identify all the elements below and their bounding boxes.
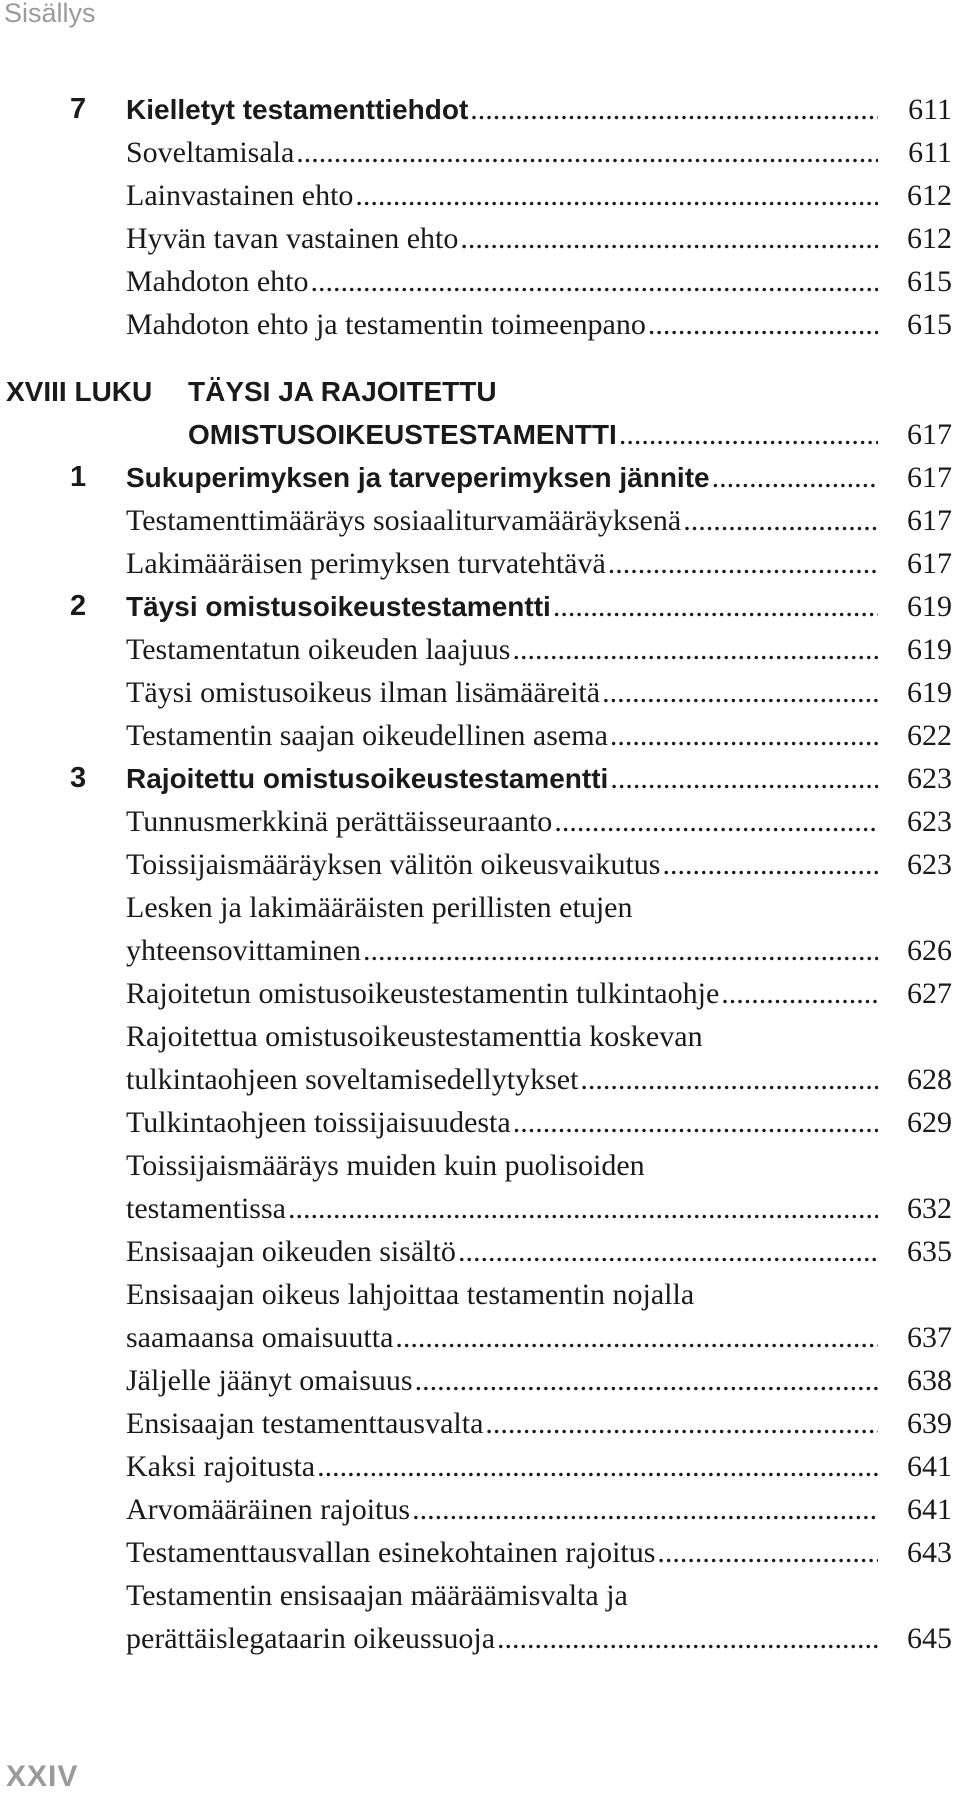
entry-label-line1: Toissijaismääräys muiden kuin puolisoiden <box>126 1149 645 1182</box>
toc-entry-continued-line[interactable] <box>0 1144 960 1187</box>
leader-dots <box>551 585 878 628</box>
page-number: 622 <box>907 719 952 752</box>
page-number: 623 <box>907 762 952 795</box>
toc-entry[interactable] <box>0 1058 960 1101</box>
entry-label: Ensisaajan testamenttausvalta <box>126 1407 484 1440</box>
toc-entry[interactable] <box>0 1101 960 1144</box>
toc-entry[interactable] <box>0 174 960 217</box>
entry-label: Arvomääräinen rajoitus <box>126 1493 411 1526</box>
entry-label: Soveltamisala <box>126 136 295 169</box>
toc-entry[interactable] <box>0 1402 960 1445</box>
toc-entry[interactable] <box>0 217 960 260</box>
entry-label: Hyvän tavan vastainen ehto <box>126 222 459 255</box>
toc-section-1[interactable] <box>0 456 960 499</box>
leader-dots <box>458 217 878 260</box>
toc-entry[interactable] <box>0 131 960 174</box>
leader-dots <box>468 88 878 131</box>
page-number: 619 <box>907 633 952 666</box>
leader-dots <box>361 929 878 972</box>
entry-label: Mahdoton ehto <box>126 265 309 298</box>
toc-entry[interactable] <box>0 1531 960 1574</box>
toc-entry-continued-line[interactable] <box>0 1015 960 1058</box>
leader-dots <box>600 671 878 714</box>
page-number: 612 <box>907 222 952 255</box>
toc-section-2[interactable] <box>0 585 960 628</box>
page-number: 615 <box>907 265 952 298</box>
toc-entry[interactable] <box>0 1617 960 1660</box>
section-number: 2 <box>70 590 87 622</box>
section-title: Täysi omistusoikeustestamentti <box>126 591 551 622</box>
page-number: 629 <box>907 1106 952 1139</box>
chapter-number: XVIII LUKU <box>6 376 153 407</box>
leader-dots <box>617 413 878 456</box>
leader-dots <box>353 174 878 217</box>
entry-label: Toissijaismääräyksen välitön oikeusvaikutus <box>126 848 661 881</box>
section-number: 1 <box>70 461 87 493</box>
toc-entry[interactable] <box>0 1359 960 1402</box>
page-number: 617 <box>907 504 952 537</box>
leader-dots <box>660 843 878 886</box>
section-number: 3 <box>70 762 87 794</box>
leader-dots <box>495 1617 878 1660</box>
page-number: 617 <box>907 461 952 494</box>
entry-label: Rajoitetun omistusoikeustestamentin tulkintaohje <box>126 977 720 1010</box>
page-number: 641 <box>907 1493 952 1526</box>
toc-entry[interactable] <box>0 929 960 972</box>
leader-dots <box>719 972 878 1015</box>
chapter-title-line2: OMISTUSOIKEUSTESTAMENTTI <box>188 419 617 450</box>
entry-label-line1: Testamentin ensisaajan määräämisvalta ja <box>126 1579 628 1612</box>
toc-entry[interactable] <box>0 499 960 542</box>
leader-dots <box>578 1058 878 1101</box>
entry-label: Mahdoton ehto ja testamentin toimeenpano <box>126 308 646 341</box>
page-number: 617 <box>907 547 952 580</box>
toc-entry[interactable] <box>0 1488 960 1531</box>
entry-label: testamentissa <box>126 1192 286 1225</box>
leader-dots <box>511 1101 878 1144</box>
chapter-heading <box>0 370 960 413</box>
page-number: 639 <box>907 1407 952 1440</box>
entry-label: Lakimääräisen perimyksen turvatehtävä <box>126 547 606 580</box>
entry-label: Testamentatun oikeuden laajuus <box>126 633 511 666</box>
entry-label: Jäljelle jäänyt omaisuus <box>126 1364 413 1397</box>
leader-dots <box>315 1445 878 1488</box>
toc-entry[interactable] <box>0 671 960 714</box>
page-number: 617 <box>907 418 952 451</box>
section-number: 7 <box>70 93 87 125</box>
toc-section-7[interactable] <box>0 88 960 131</box>
entry-label: Kaksi rajoitusta <box>126 1450 316 1483</box>
leader-dots <box>608 757 878 800</box>
toc-entry-continued-line[interactable] <box>0 1574 960 1617</box>
leader-dots <box>294 131 878 174</box>
toc-entry[interactable] <box>0 1187 960 1230</box>
chapter-title-line1: TÄYSI JA RAJOITETTU <box>188 376 497 407</box>
page-number: 619 <box>907 676 952 709</box>
entry-label: Ensisaajan oikeuden sisältö <box>126 1235 456 1268</box>
toc-entry[interactable] <box>0 260 960 303</box>
page-number: 611 <box>908 136 952 169</box>
toc-entry[interactable] <box>0 843 960 886</box>
leader-dots <box>393 1316 878 1359</box>
leader-dots <box>655 1531 878 1574</box>
toc-chapter-18[interactable] <box>0 413 960 456</box>
section-title: Kielletyt testamenttiehdot <box>126 94 469 125</box>
entry-label: Testamenttimääräys sosiaaliturvamääräyksenä <box>126 504 682 537</box>
toc-entry[interactable] <box>0 1445 960 1488</box>
leader-dots <box>608 714 878 757</box>
folio-page-number: XXIV <box>6 1760 79 1793</box>
entry-label: Lainvastainen ehto <box>126 179 354 212</box>
entry-label-line1: Lesken ja lakimääräisten perillisten etujen <box>126 891 633 924</box>
leader-dots <box>681 499 878 542</box>
entry-label: Testamentin saajan oikeudellinen asema <box>126 719 608 752</box>
page-number: 645 <box>907 1622 952 1655</box>
page-number: 638 <box>907 1364 952 1397</box>
leader-dots <box>710 456 878 499</box>
toc-entry[interactable] <box>0 1230 960 1273</box>
toc-entry[interactable] <box>0 1316 960 1359</box>
page-number: 623 <box>907 805 952 838</box>
page-number: 643 <box>907 1536 952 1569</box>
leader-dots <box>286 1187 878 1230</box>
toc-entry-continued-line[interactable] <box>0 886 960 929</box>
entry-label: yhteensovittaminen <box>126 934 361 967</box>
page-number: 628 <box>907 1063 952 1096</box>
page-number: 641 <box>907 1450 952 1483</box>
page-number: 626 <box>907 934 952 967</box>
section-title: Rajoitettu omistusoikeustestamentti <box>126 763 609 794</box>
spacer <box>0 346 960 370</box>
toc-section-3[interactable] <box>0 757 960 800</box>
leader-dots <box>456 1230 878 1273</box>
entry-label: Täysi omistusoikeus ilman lisämääreitä <box>126 676 601 709</box>
page-number: 612 <box>907 179 952 212</box>
page-number: 615 <box>907 308 952 341</box>
toc-entry[interactable] <box>0 714 960 757</box>
page-number: 627 <box>907 977 952 1010</box>
entry-label-line1: Rajoitettua omistusoikeustestamenttia koskevan <box>126 1020 703 1053</box>
entry-label: Testamenttausvallan esinekohtainen rajoitus <box>126 1536 656 1569</box>
toc-entry[interactable] <box>0 542 960 585</box>
leader-dots <box>606 542 878 585</box>
page-number: 611 <box>908 93 952 126</box>
page-number: 619 <box>907 590 952 623</box>
leader-dots <box>483 1402 878 1445</box>
entry-label: Tulkintaohjeen toissijaisuudesta <box>126 1106 511 1139</box>
leader-dots <box>510 628 878 671</box>
toc-entry[interactable] <box>0 800 960 843</box>
leader-dots <box>308 260 878 303</box>
table-of-contents <box>0 88 960 1660</box>
toc-entry[interactable] <box>0 303 960 346</box>
entry-label: saamaansa omaisuutta <box>126 1321 394 1354</box>
toc-entry-continued-line[interactable] <box>0 1273 960 1316</box>
page-number: 635 <box>907 1235 952 1268</box>
leader-dots <box>646 303 878 346</box>
section-title: Sukuperimyksen ja tarveperimyksen jännite <box>126 462 710 493</box>
entry-label-line1: Ensisaajan oikeus lahjoittaa testamentin nojalla <box>126 1278 695 1311</box>
entry-label: tulkintaohjeen soveltamisedellytykset <box>126 1063 579 1096</box>
toc-entry[interactable] <box>0 628 960 671</box>
leader-dots <box>410 1488 878 1531</box>
leader-dots <box>413 1359 878 1402</box>
leader-dots <box>552 800 878 843</box>
entry-label: perättäislegataarin oikeussuoja <box>126 1622 496 1655</box>
page-number: 623 <box>907 848 952 881</box>
page-number: 637 <box>907 1321 952 1354</box>
page-number: 632 <box>907 1192 952 1225</box>
running-header: Sisällys <box>4 0 96 28</box>
entry-label: Tunnusmerkkinä perättäisseuraanto <box>126 805 553 838</box>
toc-entry[interactable] <box>0 972 960 1015</box>
